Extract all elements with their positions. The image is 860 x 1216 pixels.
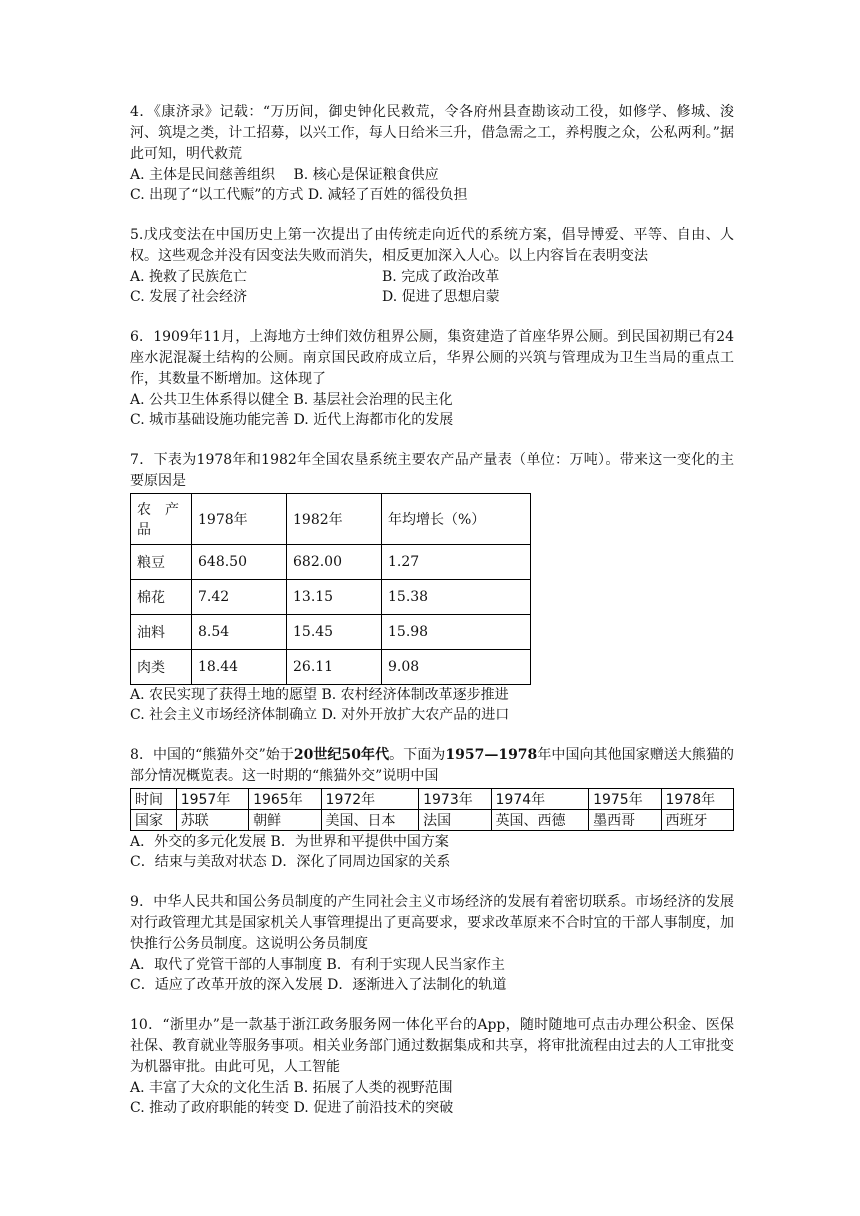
stem-text: 8．中国的“熊猫外交”始于: [130, 747, 294, 763]
stem-emphasis: 1957—1978: [445, 747, 538, 763]
table-row-country: [131, 810, 734, 831]
option-c: C. 发展了社会经济: [130, 289, 248, 305]
table-cell: 粮豆: [131, 545, 192, 580]
question-stem: 7．下表为1978年和1982年全国农垦系统主要农产品产量表（单位：万吨）。带来这一变化的主要原因是: [130, 452, 734, 489]
question-stem: 10．“浙里办”是一款基于浙江政务服务网一体化平台的App，随时随地可点击办理公积金、医保社保、教育就业等服务事项。相关业务部门通过数据集成和共享，将审批流程由过去的人工审批变为机器审批。由此可见，人工智能: [130, 1017, 734, 1075]
table-cell: 8.54: [192, 615, 287, 650]
table-row-time: [131, 789, 734, 810]
table-row: [131, 545, 531, 580]
option-line: A. 丰富了大众的文化生活 B. 拓展了人类的视野范围: [130, 1080, 453, 1096]
question-5: [130, 225, 734, 307]
table-cell: 英国、西德: [491, 810, 589, 831]
table-cell: 1974年: [491, 789, 589, 810]
option-line: C. 出现了“以工代赈”的方式 D. 减轻了百姓的徭役负担: [130, 187, 468, 203]
option-line: C．适应了改革开放的深入发展 D．逐渐进入了法制化的轨道: [130, 977, 507, 993]
table-cell: 美国、日本: [321, 810, 419, 831]
table-cell: 18.44: [192, 650, 287, 685]
options: [130, 267, 734, 307]
stem-text: 。下面为: [389, 747, 446, 763]
table-cell: 26.11: [287, 650, 382, 685]
option-line: A．取代了党管干部的人事制度 B．有利于实现人民当家作主: [130, 957, 505, 973]
panda-table: [130, 788, 734, 831]
table-cell: 1965年: [249, 789, 321, 810]
table-row: [131, 580, 531, 615]
question-stem: [130, 745, 734, 787]
options: [130, 390, 734, 430]
options: [130, 1078, 734, 1118]
table-cell: 15.38: [382, 580, 531, 615]
stem-emphasis: 20世纪50年代: [293, 747, 390, 763]
question-8: [130, 745, 734, 872]
option-line: A．外交的多元化发展 B．为世界和平提供中国方案: [130, 834, 449, 850]
question-6: [130, 327, 734, 430]
table-header-cell: 1982年: [287, 494, 382, 545]
option-b: B. 完成了政治改革: [382, 269, 500, 285]
table-cell: 1978年: [661, 789, 734, 810]
question-10: [130, 1015, 734, 1118]
table-cell: 1972年: [321, 789, 419, 810]
table-cell: 时间: [131, 789, 177, 810]
production-table: [130, 493, 531, 685]
option-d: D. 促进了思想启蒙: [382, 289, 500, 305]
table-cell: 国家: [131, 810, 177, 831]
options: [130, 165, 734, 205]
table-cell: 1975年: [589, 789, 661, 810]
table-cell: 15.98: [382, 615, 531, 650]
option-line: A. 公共卫生体系得以健全 B. 基层社会治理的民主化: [130, 392, 453, 408]
table-cell: 682.00: [287, 545, 382, 580]
table-cell: 苏联: [176, 810, 248, 831]
option-line: C. 推动了政府职能的转变 D. 促进了前沿技术的突破: [130, 1100, 454, 1116]
table-header-cell: 1978年: [192, 494, 287, 545]
option-line: A. 主体是民间慈善组织 B. 核心是保证粮食供应: [130, 167, 439, 183]
table-cell: 朝鲜: [249, 810, 321, 831]
table-cell: 墨西哥: [589, 810, 661, 831]
question-stem: 5.戊戌变法在中国历史上第一次提出了由传统走向近代的系统方案，倡导博爱、平等、自由、人权。这些观念并没有因变法失败而消失，相反更加深入人心。以上内容旨在表明变法: [130, 227, 734, 264]
table-cell: 肉类: [131, 650, 192, 685]
options: [130, 832, 734, 872]
table-row: [131, 650, 531, 685]
exam-page: [130, 102, 734, 1138]
table-cell: 1957年: [176, 789, 248, 810]
table-cell: 9.08: [382, 650, 531, 685]
option-line: C．结束与美敌对状态 D．深化了同周边国家的关系: [130, 854, 451, 870]
question-7: [130, 450, 734, 725]
table-cell: 棉花: [131, 580, 192, 615]
table-cell: 1973年: [419, 789, 491, 810]
table-cell: 西班牙: [661, 810, 734, 831]
stem-text: 年中国向其他国家赠送大熊猫的部分情况概览表。这一时期的“熊猫外交”说明中国: [130, 747, 734, 784]
question-4: [130, 102, 734, 205]
question-stem: 9．中华人民共和国公务员制度的产生同社会主义市场经济的发展有着密切联系。市场经济的发展对行政管理尤其是国家机关人事管理提出了更高要求，要求改革原来不合时宜的干部人事制度，加快推行公务员制度。这说明公务员制度: [130, 894, 734, 952]
options: [130, 955, 734, 995]
table-cell: 15.45: [287, 615, 382, 650]
option-line: A. 农民实现了获得土地的愿望 B. 农村经济体制改革逐步推进: [130, 687, 509, 703]
table-cell: 13.15: [287, 580, 382, 615]
question-9: [130, 892, 734, 995]
table-row: [131, 615, 531, 650]
option-line: C. 城市基础设施功能完善 D. 近代上海都市化的发展: [130, 412, 454, 428]
option-a: A. 挽救了民族危亡: [130, 269, 248, 285]
table-cell: 7.42: [192, 580, 287, 615]
question-stem: 4．《康济录》记载：“万历间，御史钟化民救荒，令各府州县查勘该动工役，如修学、修城、浚河、筑堤之类，计工招募，以兴工作，每人日给米三升，借急需之工，养枵腹之众，公私两利。”据此可知，明代救荒: [130, 104, 734, 162]
question-stem: 6．1909年11月，上海地方士绅们效仿租界公厕，集资建造了首座华界公厕。到民国初期已有24座水泥混凝土结构的公厕。南京国民政府成立后，华界公厕的兴筑与管理成为卫生当局的重点工作，其数量不断增加。这体现了: [130, 329, 734, 387]
table-cell: 648.50: [192, 545, 287, 580]
table-header-row: [131, 494, 531, 545]
table-cell: 油料: [131, 615, 192, 650]
table-header-cell: 年均增长（%）: [382, 494, 531, 545]
table-cell: 1.27: [382, 545, 531, 580]
options: [130, 685, 734, 725]
table-cell: 法国: [419, 810, 491, 831]
option-line: C. 社会主义市场经济体制确立 D. 对外开放扩大农产品的进口: [130, 707, 510, 723]
table-header-cell: 农 产品: [131, 494, 192, 545]
